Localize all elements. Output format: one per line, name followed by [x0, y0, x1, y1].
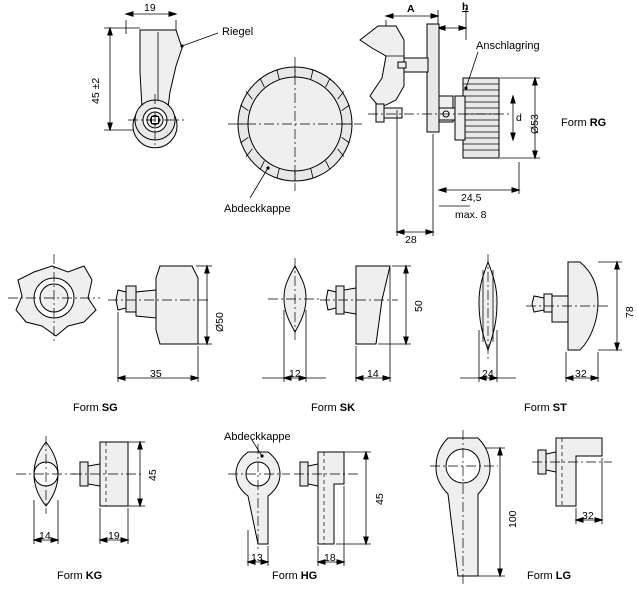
dim-78: 78: [624, 306, 636, 318]
label-form-hg: [272, 570, 317, 582]
dim-35: 35: [150, 368, 162, 380]
form-code-kg: KG: [85, 570, 103, 582]
dim-A: A: [407, 3, 415, 15]
form-word-rg: Form: [561, 117, 587, 129]
form-word-kg: Form: [57, 570, 83, 582]
label-form-sk: [311, 402, 355, 414]
form-hg-view: [228, 440, 371, 566]
dim-h: h: [462, 1, 469, 13]
form-code-sg: SG: [101, 402, 118, 414]
callout-anschlagring: Anschlagring: [476, 40, 540, 52]
dim-hg-13: 13: [251, 552, 263, 564]
form-word-sk: Form: [311, 402, 337, 414]
dim-max-8: max. 8: [455, 209, 487, 221]
callout-riegel: Riegel: [222, 26, 254, 38]
dim-12: 12: [289, 368, 301, 380]
form-code-lg: LG: [555, 570, 572, 582]
form-code-rg: RG: [589, 117, 607, 129]
dim-45pm2: 45 ±2: [90, 77, 102, 104]
dim-d53: Ø53: [529, 114, 541, 134]
form-sg-view: [8, 254, 212, 382]
form-code-hg: HG: [300, 570, 318, 582]
top-left-lever-view: [104, 12, 218, 148]
form-kg-view: [16, 436, 145, 544]
dim-50: 50: [413, 300, 425, 312]
form-word-st: Form: [524, 402, 550, 414]
label-form-rg: [561, 117, 606, 129]
dim-lg-32: 32: [582, 510, 594, 522]
form-code-sk: SK: [339, 402, 356, 414]
form-word-hg: Form: [272, 570, 298, 582]
dim-24: 24: [482, 368, 494, 380]
dim-kg-19: 19: [108, 530, 120, 542]
dim-hg-45: 45: [374, 493, 386, 505]
dim-24-5: 24,5: [461, 192, 482, 204]
label-form-sg: [73, 402, 118, 414]
label-form-lg: [527, 570, 571, 582]
dim-lg-100: 100: [507, 510, 519, 528]
dim-d50: Ø50: [214, 312, 226, 332]
callout-abdeckkappe-top: Abdeckkappe: [224, 203, 291, 215]
dim-28: 28: [405, 234, 417, 246]
label-form-kg: [57, 570, 102, 582]
callout-abdeckkappe-hg: Abdeckkappe: [224, 431, 291, 443]
label-form-st: [524, 402, 567, 414]
form-word-lg: Form: [527, 570, 553, 582]
form-word-sg: Form: [73, 402, 99, 414]
dim-32: 32: [575, 368, 587, 380]
top-middle-cap-view: [228, 57, 362, 198]
dim-hg-18: 18: [324, 552, 336, 564]
form-code-st: ST: [552, 402, 567, 414]
dim-14: 14: [367, 368, 379, 380]
dim-kg-14: 14: [39, 530, 51, 542]
dim-19: 19: [144, 2, 156, 14]
dim-kg-45: 45: [147, 469, 159, 481]
form-lg-view: [430, 430, 612, 586]
form-st-view: [460, 254, 622, 382]
dim-d: d: [516, 112, 522, 124]
form-sk-view: [262, 258, 411, 382]
